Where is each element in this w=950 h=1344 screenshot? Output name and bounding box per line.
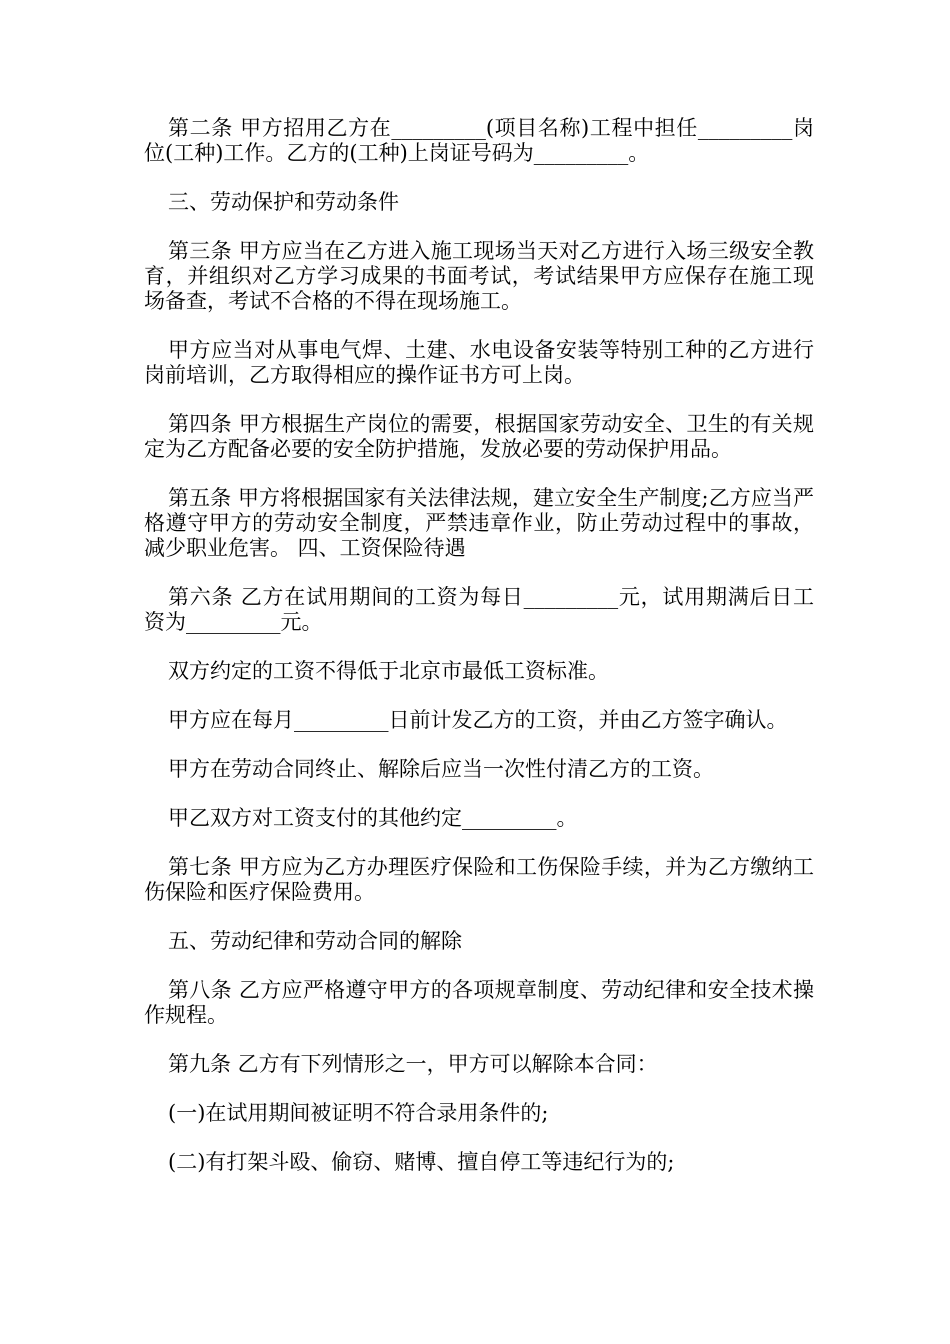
article-3: 第三条 甲方应当在乙方进入施工现场当天对乙方进行入场三级安全教育，并组织对乙方学习成果的书面考试，考试结果甲方应保存在施工现场备查，考试不合格的不得在现场施工。 [144,239,814,313]
wage-standard: 双方约定的工资不得低于北京市最低工资标准。 [168,659,609,683]
article-5: 第五条 甲方将根据国家有关法律法规，建立安全生产制度;乙方应当严格遵守甲方的劳动安全制度，严禁违章作业，防止劳动过程中的事故，减少职业危害。 四、工资保险待遇 [144,486,814,560]
article-4: 第四条 甲方根据生产岗位的需要，根据国家劳动安全、卫生的有关规定为乙方配备必要的安全防护措施，发放必要的劳动保护用品。 [144,412,814,461]
article-3-training: 甲方应当对从事电气焊、土建、水电设备安装等特别工种的乙方进行岗前培训，乙方取得相应的操作证书方可上岗。 [144,338,814,387]
document-body [144,116,814,1199]
article-8: 第八条 乙方应严格遵守甲方的各项规章制度、劳动纪律和安全技术操作规程。 [144,978,814,1027]
article-9: 第九条 乙方有下列情形之一，甲方可以解除本合同： [168,1052,658,1076]
section-heading-3: 三、劳动保护和劳动条件 [168,190,399,214]
article-7: 第七条 甲方应为乙方办理医疗保险和工伤保险手续，并为乙方缴纳工伤保险和医疗保险费用。 [144,855,814,904]
wage-payday: 甲方应在每月_________日前计发乙方的工资，并由乙方签字确认。 [168,708,788,732]
section-heading-5: 五、劳动纪律和劳动合同的解除 [168,929,462,953]
article-6: 第六条 乙方在试用期间的工资为每日_________元，试用期满后日工资为_________元。 [144,585,814,634]
wage-other-agreement: 甲乙双方对工资支付的其他约定_________。 [168,806,578,830]
article-9-item-2: (二)有打架斗殴、偷窃、赌博、擅自停工等违纪行为的; [168,1150,675,1174]
wage-settlement: 甲方在劳动合同终止、解除后应当一次性付清乙方的工资。 [168,757,714,781]
article-9-item-1: (一)在试用期间被证明不符合录用条件的; [168,1101,549,1125]
article-2: 第二条 甲方招用乙方在_________(项目名称)工程中担任_________岗位(工种)工作。乙方的(工种)上岗证号码为_________。 [144,116,814,165]
